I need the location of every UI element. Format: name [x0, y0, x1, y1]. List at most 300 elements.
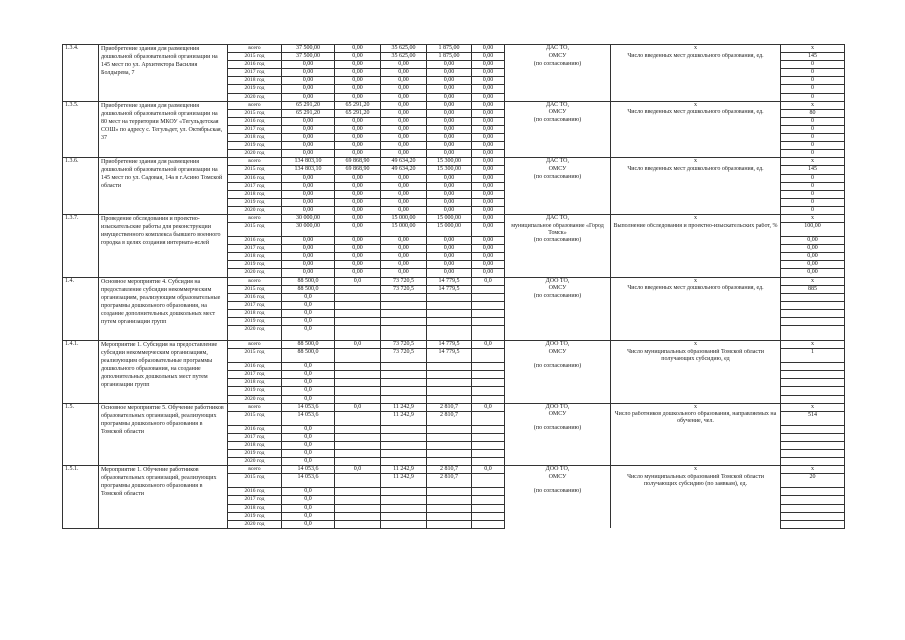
indicator-cell: x [611, 466, 781, 474]
amount-cell: 0,00 [381, 206, 427, 214]
amount-cell: 0,00 [335, 223, 381, 237]
period-cell: 2015 год [228, 474, 282, 488]
indicator-value-cell [781, 425, 845, 433]
amount-cell: 14 053,6 [282, 411, 335, 425]
amount-cell [472, 496, 505, 504]
indicator-cell [611, 269, 781, 277]
indicator-cell [611, 301, 781, 309]
amount-cell: 73 720,5 [381, 277, 427, 285]
indicator-value-cell [781, 496, 845, 504]
indicator-value-cell: 0 [781, 206, 845, 214]
period-cell: всего [228, 403, 282, 411]
amount-cell: 0,00 [472, 269, 505, 277]
indicator-value-cell: 0,00 [781, 253, 845, 261]
amount-cell [335, 520, 381, 528]
amount-cell [335, 488, 381, 496]
indicator-cell: Число введенных мест дошкольного образования, ед. [611, 109, 781, 117]
period-cell: 2017 год [228, 371, 282, 379]
indicator-value-cell: x [781, 341, 845, 349]
indicator-cell [611, 69, 781, 77]
amount-cell [427, 371, 472, 379]
amount-cell: 0,00 [381, 150, 427, 158]
amount-cell: 0,0 [335, 277, 381, 285]
indicator-cell: x [611, 277, 781, 285]
amount-cell: 0,00 [335, 253, 381, 261]
amount-cell: 30 000,00 [282, 214, 335, 222]
amount-cell: 14 779,5 [427, 341, 472, 349]
executor-cell: (по согласованию) [505, 488, 611, 496]
amount-cell: 0,0 [282, 441, 335, 449]
indicator-cell [611, 318, 781, 326]
amount-cell [472, 387, 505, 395]
amount-cell: 2 810,7 [427, 474, 472, 488]
amount-cell: 37 500,00 [282, 53, 335, 61]
amount-cell [472, 488, 505, 496]
indicator-cell [611, 182, 781, 190]
row-number: 1.4. [63, 277, 99, 341]
period-cell: 2019 год [228, 85, 282, 93]
indicator-value-cell [781, 293, 845, 301]
row-number: 1.3.4. [63, 45, 99, 102]
amount-cell [381, 512, 427, 520]
amount-cell [335, 379, 381, 387]
executor-cell [505, 182, 611, 190]
amount-cell: 0,00 [282, 261, 335, 269]
indicator-value-cell [781, 363, 845, 371]
amount-cell [381, 387, 427, 395]
amount-cell: 0,00 [472, 182, 505, 190]
indicator-value-cell: x [781, 277, 845, 285]
amount-cell: 0,0 [282, 318, 335, 326]
period-cell: 2020 год [228, 93, 282, 101]
amount-cell: 73 720,5 [381, 285, 427, 293]
indicator-cell [611, 134, 781, 142]
amount-cell: 0,0 [472, 341, 505, 349]
amount-cell: 49 634,20 [381, 166, 427, 174]
amount-cell: 0,00 [335, 117, 381, 125]
row-number: 1.3.5. [63, 101, 99, 158]
indicator-value-cell [781, 318, 845, 326]
amount-cell [472, 301, 505, 309]
amount-cell: 0,00 [335, 53, 381, 61]
amount-cell: 0,00 [472, 134, 505, 142]
amount-cell: 0,00 [427, 85, 472, 93]
amount-cell: 15 000,00 [427, 214, 472, 222]
amount-cell [427, 379, 472, 387]
period-cell: 2018 год [228, 190, 282, 198]
executor-cell [505, 450, 611, 458]
amount-cell: 65 291,20 [335, 101, 381, 109]
indicator-value-cell: 145 [781, 53, 845, 61]
period-cell: 2018 год [228, 134, 282, 142]
executor-cell [505, 433, 611, 441]
amount-cell: 0,00 [427, 190, 472, 198]
activity-name: Мероприятие 1. Субсидия на предоставление субсидии некоммерческим организациям, реализующим образовательные программы дошкольного образования, на создание дополнительных дошкольных мест путем организации групп [99, 341, 228, 404]
indicator-cell [611, 198, 781, 206]
amount-cell [427, 450, 472, 458]
indicator-value-cell: 0 [781, 93, 845, 101]
amount-cell: 0,00 [282, 85, 335, 93]
indicator-cell [611, 512, 781, 520]
amount-cell [381, 520, 427, 528]
executor-cell: ДАС ТО, [505, 101, 611, 109]
period-cell: 2017 год [228, 182, 282, 190]
amount-cell: 0,00 [282, 269, 335, 277]
period-cell: 2015 год [228, 349, 282, 363]
indicator-value-cell: 145 [781, 166, 845, 174]
indicator-cell [611, 458, 781, 466]
indicator-cell [611, 117, 781, 125]
period-cell: 2019 год [228, 318, 282, 326]
amount-cell: 0,0 [335, 341, 381, 349]
indicator-cell: Число введенных мест дошкольного образования, ед. [611, 166, 781, 174]
indicator-cell [611, 379, 781, 387]
executor-cell [505, 512, 611, 520]
indicator-value-cell: 0,00 [781, 269, 845, 277]
indicator-cell [611, 174, 781, 182]
amount-cell: 0,0 [282, 458, 335, 466]
amount-cell: 0,00 [282, 125, 335, 133]
period-cell: 2018 год [228, 253, 282, 261]
indicator-value-cell [781, 441, 845, 449]
indicator-cell [611, 441, 781, 449]
amount-cell: 0,00 [282, 77, 335, 85]
period-cell: 2015 год [228, 285, 282, 293]
amount-cell [381, 504, 427, 512]
activity-name: Основное мероприятие 5. Обучение работников образовательных организаций, реализующих программы дошкольного образования в Томской области [99, 403, 228, 466]
indicator-cell [611, 363, 781, 371]
executor-cell [505, 458, 611, 466]
executor-cell [505, 441, 611, 449]
amount-cell: 0,0 [282, 504, 335, 512]
indicator-cell [611, 261, 781, 269]
amount-cell: 0,00 [381, 101, 427, 109]
indicator-cell: x [611, 45, 781, 53]
table-row [63, 403, 845, 411]
period-cell: 2020 год [228, 150, 282, 158]
period-cell: 2018 год [228, 77, 282, 85]
amount-cell: 0,00 [282, 182, 335, 190]
amount-cell: 0,0 [282, 309, 335, 317]
indicator-cell [611, 93, 781, 101]
executor-cell [505, 520, 611, 528]
indicator-cell [611, 496, 781, 504]
amount-cell [335, 387, 381, 395]
executor-cell [505, 395, 611, 403]
amount-cell [427, 301, 472, 309]
amount-cell: 11 242,9 [381, 466, 427, 474]
amount-cell: 14 053,6 [282, 474, 335, 488]
indicator-cell: x [611, 158, 781, 166]
indicator-value-cell: x [781, 45, 845, 53]
executor-cell [505, 125, 611, 133]
executor-cell: ОМСУ [505, 411, 611, 425]
amount-cell: 0,00 [472, 237, 505, 245]
amount-cell: 73 720,5 [381, 341, 427, 349]
amount-cell: 0,00 [472, 142, 505, 150]
amount-cell: 14 779,5 [427, 285, 472, 293]
indicator-value-cell: x [781, 101, 845, 109]
amount-cell: 0,00 [472, 125, 505, 133]
amount-cell [381, 395, 427, 403]
period-cell: 2019 год [228, 450, 282, 458]
amount-cell: 0,00 [282, 245, 335, 253]
amount-cell [335, 411, 381, 425]
amount-cell [472, 425, 505, 433]
amount-cell [472, 520, 505, 528]
amount-cell: 0,00 [282, 69, 335, 77]
amount-cell: 30 000,00 [282, 223, 335, 237]
amount-cell: 0,00 [282, 253, 335, 261]
amount-cell: 65 291,20 [282, 109, 335, 117]
period-cell: 2015 год [228, 223, 282, 237]
amount-cell: 0,00 [427, 109, 472, 117]
period-cell: 2015 год [228, 109, 282, 117]
amount-cell: 88 500,0 [282, 349, 335, 363]
amount-cell: 0,00 [427, 237, 472, 245]
amount-cell: 0,00 [335, 142, 381, 150]
indicator-value-cell [781, 395, 845, 403]
amount-cell: 0,00 [335, 45, 381, 53]
amount-cell [335, 441, 381, 449]
amount-cell: 15 000,00 [381, 214, 427, 222]
amount-cell: 0,0 [282, 425, 335, 433]
amount-cell: 0,0 [282, 395, 335, 403]
amount-cell [472, 458, 505, 466]
executor-cell [505, 93, 611, 101]
indicator-cell [611, 206, 781, 214]
amount-cell [472, 441, 505, 449]
executor-cell [505, 85, 611, 93]
amount-cell: 35 625,00 [381, 53, 427, 61]
activity-name: Приобретение здания для размещения дошкольной образовательной организации на 145 мест по ул. Садовая, 14а в г.Асино Томской области [99, 158, 228, 215]
table-row [63, 45, 845, 53]
amount-cell: 0,0 [282, 301, 335, 309]
amount-cell: 0,00 [472, 166, 505, 174]
period-cell: 2016 год [228, 488, 282, 496]
indicator-cell [611, 125, 781, 133]
indicator-value-cell [781, 309, 845, 317]
amount-cell [335, 496, 381, 504]
indicator-cell [611, 61, 781, 69]
amount-cell: 0,0 [282, 450, 335, 458]
program-table [62, 44, 845, 529]
indicator-cell [611, 371, 781, 379]
period-cell: 2017 год [228, 496, 282, 504]
amount-cell: 0,00 [472, 190, 505, 198]
amount-cell: 0,00 [282, 61, 335, 69]
amount-cell: 0,00 [427, 142, 472, 150]
indicator-cell [611, 85, 781, 93]
amount-cell [427, 458, 472, 466]
amount-cell: 0,00 [381, 134, 427, 142]
amount-cell: 0,0 [282, 387, 335, 395]
amount-cell: 0,0 [472, 466, 505, 474]
indicator-value-cell: 0,00 [781, 237, 845, 245]
executor-cell [505, 269, 611, 277]
amount-cell: 0,00 [427, 198, 472, 206]
indicator-value-cell [781, 512, 845, 520]
amount-cell: 0,00 [282, 142, 335, 150]
amount-cell: 65 291,20 [282, 101, 335, 109]
row-number: 1.3.6. [63, 158, 99, 215]
period-cell: 2019 год [228, 142, 282, 150]
indicator-value-cell: 80 [781, 109, 845, 117]
indicator-value-cell: 100,00 [781, 223, 845, 237]
amount-cell: 0,00 [381, 237, 427, 245]
amount-cell: 0,00 [335, 77, 381, 85]
indicator-cell: Число введенных мест дошкольного образования, ед. [611, 285, 781, 293]
period-cell: 2018 год [228, 379, 282, 387]
amount-cell: 0,00 [381, 109, 427, 117]
period-cell: 2019 год [228, 512, 282, 520]
indicator-cell [611, 237, 781, 245]
amount-cell [427, 309, 472, 317]
amount-cell: 0,00 [282, 237, 335, 245]
indicator-cell [611, 150, 781, 158]
indicator-cell [611, 309, 781, 317]
amount-cell: 0,0 [282, 512, 335, 520]
indicator-value-cell [781, 458, 845, 466]
indicator-cell: Число введенных мест дошкольного образования, ед. [611, 53, 781, 61]
amount-cell: 15 000,00 [381, 223, 427, 237]
executor-cell: ДОО ТО, [505, 341, 611, 349]
amount-cell: 14 779,5 [427, 277, 472, 285]
amount-cell [472, 474, 505, 488]
amount-cell: 0,0 [472, 277, 505, 285]
executor-cell [505, 504, 611, 512]
indicator-value-cell: 0 [781, 174, 845, 182]
amount-cell: 11 242,9 [381, 403, 427, 411]
executor-cell: (по согласованию) [505, 237, 611, 245]
indicator-value-cell [781, 433, 845, 441]
amount-cell [381, 488, 427, 496]
amount-cell: 0,00 [427, 269, 472, 277]
amount-cell: 0,00 [381, 117, 427, 125]
amount-cell [381, 293, 427, 301]
indicator-value-cell: 0 [781, 125, 845, 133]
indicator-cell [611, 387, 781, 395]
period-cell: всего [228, 158, 282, 166]
amount-cell: 0,00 [427, 77, 472, 85]
table-row [63, 341, 845, 349]
executor-cell: (по согласованию) [505, 61, 611, 69]
amount-cell: 11 242,9 [381, 474, 427, 488]
amount-cell [335, 318, 381, 326]
executor-cell: (по согласованию) [505, 174, 611, 182]
indicator-cell: Число муниципальных образований Томской области получающих субсидию (по заявкам), ед. [611, 474, 781, 488]
table-row [63, 214, 845, 222]
amount-cell: 0,0 [282, 488, 335, 496]
indicator-value-cell: 0 [781, 190, 845, 198]
period-cell: 2016 год [228, 425, 282, 433]
executor-cell: (по согласованию) [505, 293, 611, 301]
amount-cell: 0,00 [427, 61, 472, 69]
amount-cell [335, 293, 381, 301]
amount-cell: 0,00 [472, 117, 505, 125]
amount-cell [472, 395, 505, 403]
amount-cell [427, 520, 472, 528]
executor-cell [505, 77, 611, 85]
amount-cell: 0,00 [335, 125, 381, 133]
amount-cell [381, 301, 427, 309]
amount-cell [472, 326, 505, 341]
amount-cell [381, 496, 427, 504]
executor-cell [505, 134, 611, 142]
indicator-value-cell [781, 379, 845, 387]
amount-cell [472, 293, 505, 301]
indicator-value-cell: 0 [781, 77, 845, 85]
period-cell: 2016 год [228, 117, 282, 125]
amount-cell: 0,0 [282, 496, 335, 504]
amount-cell [472, 433, 505, 441]
indicator-value-cell [781, 450, 845, 458]
executor-cell: (по согласованию) [505, 363, 611, 371]
amount-cell: 0,00 [335, 182, 381, 190]
indicator-value-cell: 0 [781, 61, 845, 69]
period-cell: 2020 год [228, 520, 282, 528]
period-cell: 2020 год [228, 458, 282, 466]
amount-cell: 0,00 [427, 261, 472, 269]
indicator-value-cell: 0,00 [781, 245, 845, 253]
amount-cell: 1 875,00 [427, 45, 472, 53]
indicator-value-cell: x [781, 158, 845, 166]
amount-cell [427, 326, 472, 341]
amount-cell [381, 318, 427, 326]
amount-cell: 0,0 [282, 433, 335, 441]
amount-cell: 0,0 [282, 293, 335, 301]
amount-cell: 0,00 [282, 198, 335, 206]
amount-cell: 0,00 [427, 93, 472, 101]
indicator-value-cell: 0 [781, 198, 845, 206]
amount-cell [335, 450, 381, 458]
row-number: 1.3.7. [63, 214, 99, 277]
executor-cell [505, 301, 611, 309]
executor-cell [505, 253, 611, 261]
indicator-value-cell [781, 326, 845, 341]
indicator-cell: x [611, 403, 781, 411]
amount-cell: 0,00 [335, 174, 381, 182]
amount-cell: 0,0 [282, 520, 335, 528]
indicator-value-cell: 0 [781, 142, 845, 150]
amount-cell: 0,00 [472, 174, 505, 182]
amount-cell: 15 300,00 [427, 158, 472, 166]
amount-cell: 0,00 [472, 69, 505, 77]
indicator-value-cell: 20 [781, 474, 845, 488]
indicator-cell [611, 253, 781, 261]
amount-cell: 0,00 [381, 182, 427, 190]
executor-cell: (по согласованию) [505, 425, 611, 433]
indicator-cell [611, 450, 781, 458]
amount-cell: 0,00 [427, 101, 472, 109]
amount-cell: 0,00 [427, 245, 472, 253]
indicator-cell [611, 326, 781, 341]
amount-cell [381, 458, 427, 466]
period-cell: всего [228, 214, 282, 222]
amount-cell: 0,00 [381, 61, 427, 69]
amount-cell: 0,00 [381, 69, 427, 77]
amount-cell [427, 488, 472, 496]
amount-cell: 0,00 [427, 174, 472, 182]
amount-cell [427, 496, 472, 504]
period-cell: 2016 год [228, 237, 282, 245]
amount-cell: 0,00 [335, 150, 381, 158]
indicator-value-cell: x [781, 214, 845, 222]
period-cell: 2020 год [228, 206, 282, 214]
amount-cell [335, 474, 381, 488]
amount-cell [335, 512, 381, 520]
amount-cell: 0,00 [472, 253, 505, 261]
